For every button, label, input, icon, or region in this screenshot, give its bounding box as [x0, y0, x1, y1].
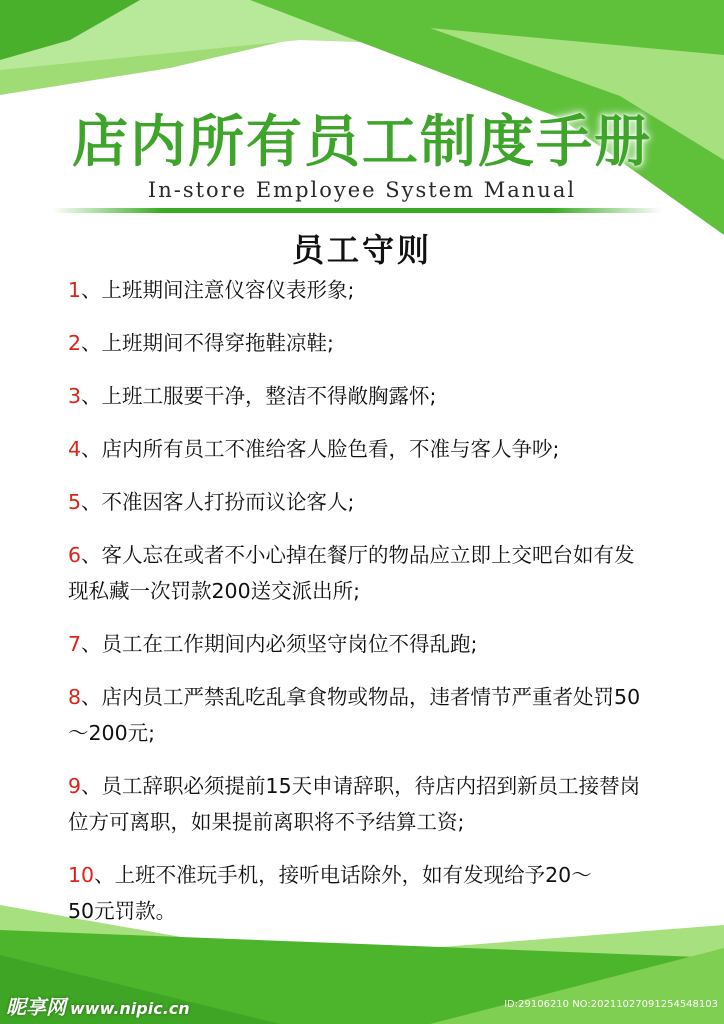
rule-number: 10	[68, 863, 95, 887]
rule-separator: 、	[81, 490, 102, 514]
rule-number: 5	[68, 490, 82, 514]
rule-number: 6	[68, 543, 82, 567]
rule-item	[68, 768, 648, 840]
rule-item	[68, 325, 628, 361]
rule-text: 店内员工严禁乱吃乱拿食物或物品，违者情节严重者处罚50～200元;	[68, 685, 641, 745]
rule-text: 上班工服要干净，整洁不得敞胸露怀;	[101, 384, 437, 408]
rule-separator: 、	[81, 331, 102, 355]
rule-text: 员工在工作期间内必须坚守岗位不得乱跑;	[101, 632, 478, 656]
rule-number: 4	[68, 437, 82, 461]
page-subtitle: In-store Employee System Manual	[147, 178, 577, 202]
rule-separator: 、	[81, 543, 102, 567]
rule-separator: 、	[81, 278, 102, 302]
rule-text: 客人忘在或者不小心掉在餐厅的物品应立即上交吧台如有发现私藏一次罚款200送交派出所;	[68, 543, 635, 603]
rule-item	[68, 679, 648, 751]
section-title: 员工守则	[291, 231, 432, 269]
rule-item	[68, 431, 668, 467]
watermark-url: www.nipic.cn	[70, 999, 190, 1018]
rule-number: 2	[68, 331, 82, 355]
rule-number: 3	[68, 384, 82, 408]
rule-item	[68, 537, 648, 609]
rule-separator: 、	[81, 384, 102, 408]
title-divider	[52, 208, 662, 213]
watermark-brand	[6, 991, 190, 1020]
watermark-id: ID:29106210 NO:20211027091254548103	[504, 999, 718, 1010]
rule-item	[68, 484, 628, 520]
rule-text: 店内所有员工不准给客人脸色看，不准与客人争吵;	[101, 437, 560, 461]
rule-item	[68, 378, 628, 414]
rule-number: 9	[68, 774, 82, 798]
watermark-brand-text: 昵享网	[6, 995, 66, 1019]
rule-separator: 、	[81, 437, 102, 461]
rule-separator: 、	[94, 863, 115, 887]
rule-item	[68, 626, 628, 662]
rule-separator: 、	[81, 774, 102, 798]
rule-number: 8	[68, 685, 82, 709]
rule-text: 上班不准玩手机，接听电话除外，如有发现给予20～50元罚款。	[68, 863, 592, 923]
page-title: 店内所有员工制度手册	[72, 109, 652, 175]
rule-separator: 、	[81, 632, 102, 656]
rule-text: 不准因客人打扮而议论客人;	[101, 490, 355, 514]
rules-list	[68, 272, 708, 946]
rule-text: 上班期间不得穿拖鞋凉鞋;	[101, 331, 334, 355]
rule-separator: 、	[81, 685, 102, 709]
rule-text: 上班期间注意仪容仪表形象;	[101, 278, 355, 302]
rule-item	[68, 857, 608, 929]
rule-item	[68, 272, 628, 308]
rule-text: 员工辞职必须提前15天申请辞职，待店内招到新员工接替岗位方可离职，如果提前离职将不予结算工资;	[68, 774, 641, 834]
rule-number: 1	[68, 278, 82, 302]
rule-number: 7	[68, 632, 82, 656]
